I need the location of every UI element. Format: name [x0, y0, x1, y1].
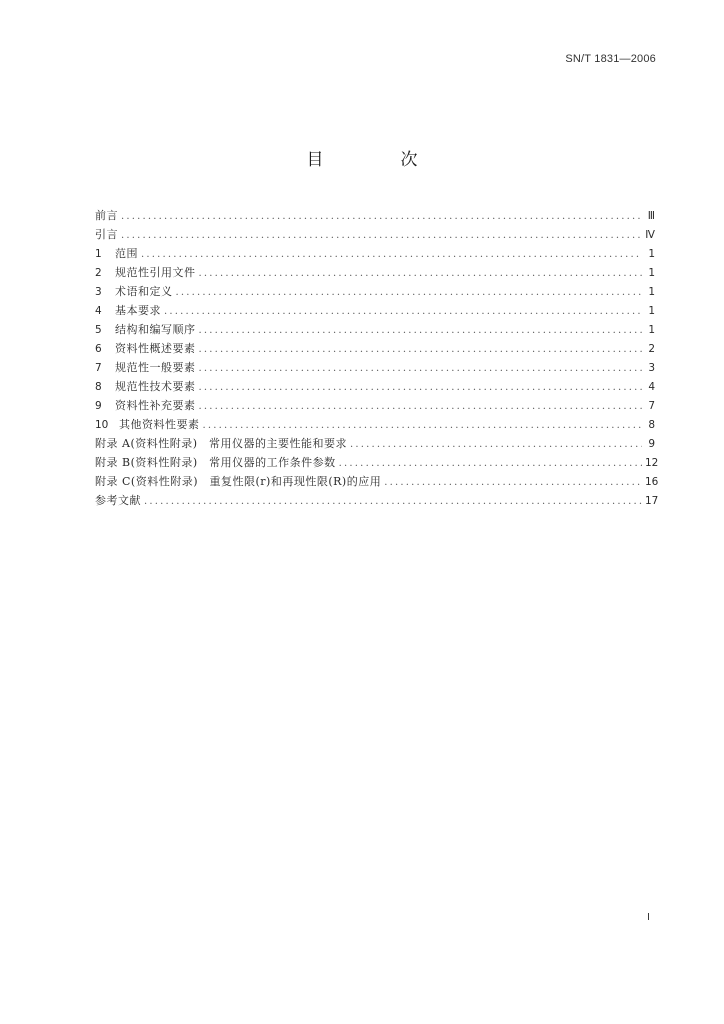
toc-entry-page: 2: [648, 343, 655, 355]
toc-entry-terms-definitions[interactable]: [95, 282, 655, 301]
toc-entry-informative-supplementary[interactable]: [95, 396, 655, 415]
toc-entry-page: 16: [645, 476, 659, 488]
toc-entry-informative-overview[interactable]: [95, 339, 655, 358]
toc-entry-label: 规范性引用文件: [115, 266, 196, 279]
toc-entry-foreword[interactable]: [95, 206, 655, 225]
toc-entry-page: 17: [645, 495, 659, 507]
toc-entry-label: 结构和编写顺序: [115, 323, 196, 336]
toc-entry-page: 1: [648, 286, 655, 298]
toc-entry-page: 1: [648, 248, 655, 260]
toc-entry-label: 前言: [95, 209, 118, 222]
toc-entry-label: 参考文献: [95, 494, 141, 507]
toc-dot-leader: [164, 302, 642, 321]
toc-entry-label: 范围: [115, 247, 138, 260]
toc-entry-page: 1: [648, 305, 655, 317]
toc-entry-label: 资料性概述要素: [115, 342, 196, 355]
toc-dot-leader: [141, 245, 642, 264]
toc-entry-number: 6: [95, 343, 102, 355]
toc-entry-number: 4: [95, 305, 102, 317]
toc-entry-page: 3: [648, 362, 655, 374]
toc-entry-introduction[interactable]: [95, 225, 655, 244]
toc-entry-page: Ⅳ: [645, 229, 655, 241]
toc-entry-structure[interactable]: [95, 320, 655, 339]
toc-entry-label: 附录 A(资料性附录) 常用仪器的主要性能和要求: [95, 437, 348, 450]
page-number: Ⅰ: [647, 912, 650, 923]
toc-dot-leader: [199, 340, 643, 359]
toc-entry-label: 基本要求: [115, 304, 161, 317]
toc-entry-label: 规范性技术要素: [115, 380, 196, 393]
toc-entry-basic-requirements[interactable]: [95, 301, 655, 320]
toc-entry-number: 8: [95, 381, 102, 393]
toc-entry-number: 5: [95, 324, 102, 336]
toc-entry-number: 10: [95, 419, 109, 431]
toc-entry-normative-references[interactable]: [95, 263, 655, 282]
table-of-contents: [95, 206, 659, 510]
toc-dot-leader: [121, 207, 642, 226]
toc-entry-other-informative[interactable]: [95, 415, 655, 434]
toc-entry-annex-b[interactable]: [95, 453, 659, 472]
toc-entry-number: 7: [95, 362, 102, 374]
toc-entry-label: 术语和定义: [115, 285, 173, 298]
toc-entry-label: 其他资料性要素: [119, 418, 200, 431]
toc-entry-label: 附录 C(资料性附录) 重复性限(r)和再现性限(R)的应用: [95, 475, 382, 488]
toc-entry-page: 1: [648, 324, 655, 336]
toc-entry-bibliography[interactable]: [95, 491, 659, 510]
toc-entry-page: 9: [648, 438, 655, 450]
toc-entry-annex-c[interactable]: [95, 472, 659, 491]
standard-number: SN/T 1831—2006: [565, 53, 656, 65]
toc-dot-leader: [199, 321, 643, 340]
page-title: 目 次: [306, 150, 448, 170]
toc-dot-leader: [121, 226, 642, 245]
toc-entry-page: 4: [648, 381, 655, 393]
toc-entry-label: 引言: [95, 228, 118, 241]
toc-dot-leader: [144, 492, 642, 511]
toc-dot-leader: [384, 473, 642, 492]
toc-dot-leader: [199, 378, 643, 397]
toc-entry-scope[interactable]: [95, 244, 655, 263]
toc-entry-number: 3: [95, 286, 102, 298]
toc-entry-label: 资料性补充要素: [115, 399, 196, 412]
toc-dot-leader: [176, 283, 643, 302]
toc-entry-number: 1: [95, 248, 102, 260]
toc-entry-page: 8: [648, 419, 655, 431]
toc-dot-leader: [339, 454, 642, 473]
toc-entry-number: 9: [95, 400, 102, 412]
toc-entry-number: 2: [95, 267, 102, 279]
toc-dot-leader: [199, 359, 643, 378]
toc-dot-leader: [199, 264, 643, 283]
toc-entry-normative-general[interactable]: [95, 358, 655, 377]
toc-entry-label: 规范性一般要素: [115, 361, 196, 374]
toc-entry-page: 12: [645, 457, 659, 469]
toc-dot-leader: [350, 435, 642, 454]
toc-dot-leader: [199, 397, 643, 416]
toc-entry-page: 1: [648, 267, 655, 279]
toc-entry-label: 附录 B(资料性附录) 常用仪器的工作条件参数: [95, 456, 336, 469]
toc-entry-page: Ⅲ: [647, 210, 655, 222]
toc-entry-page: 7: [648, 400, 655, 412]
toc-dot-leader: [203, 416, 643, 435]
toc-entry-annex-a[interactable]: [95, 434, 655, 453]
toc-entry-normative-technical[interactable]: [95, 377, 655, 396]
